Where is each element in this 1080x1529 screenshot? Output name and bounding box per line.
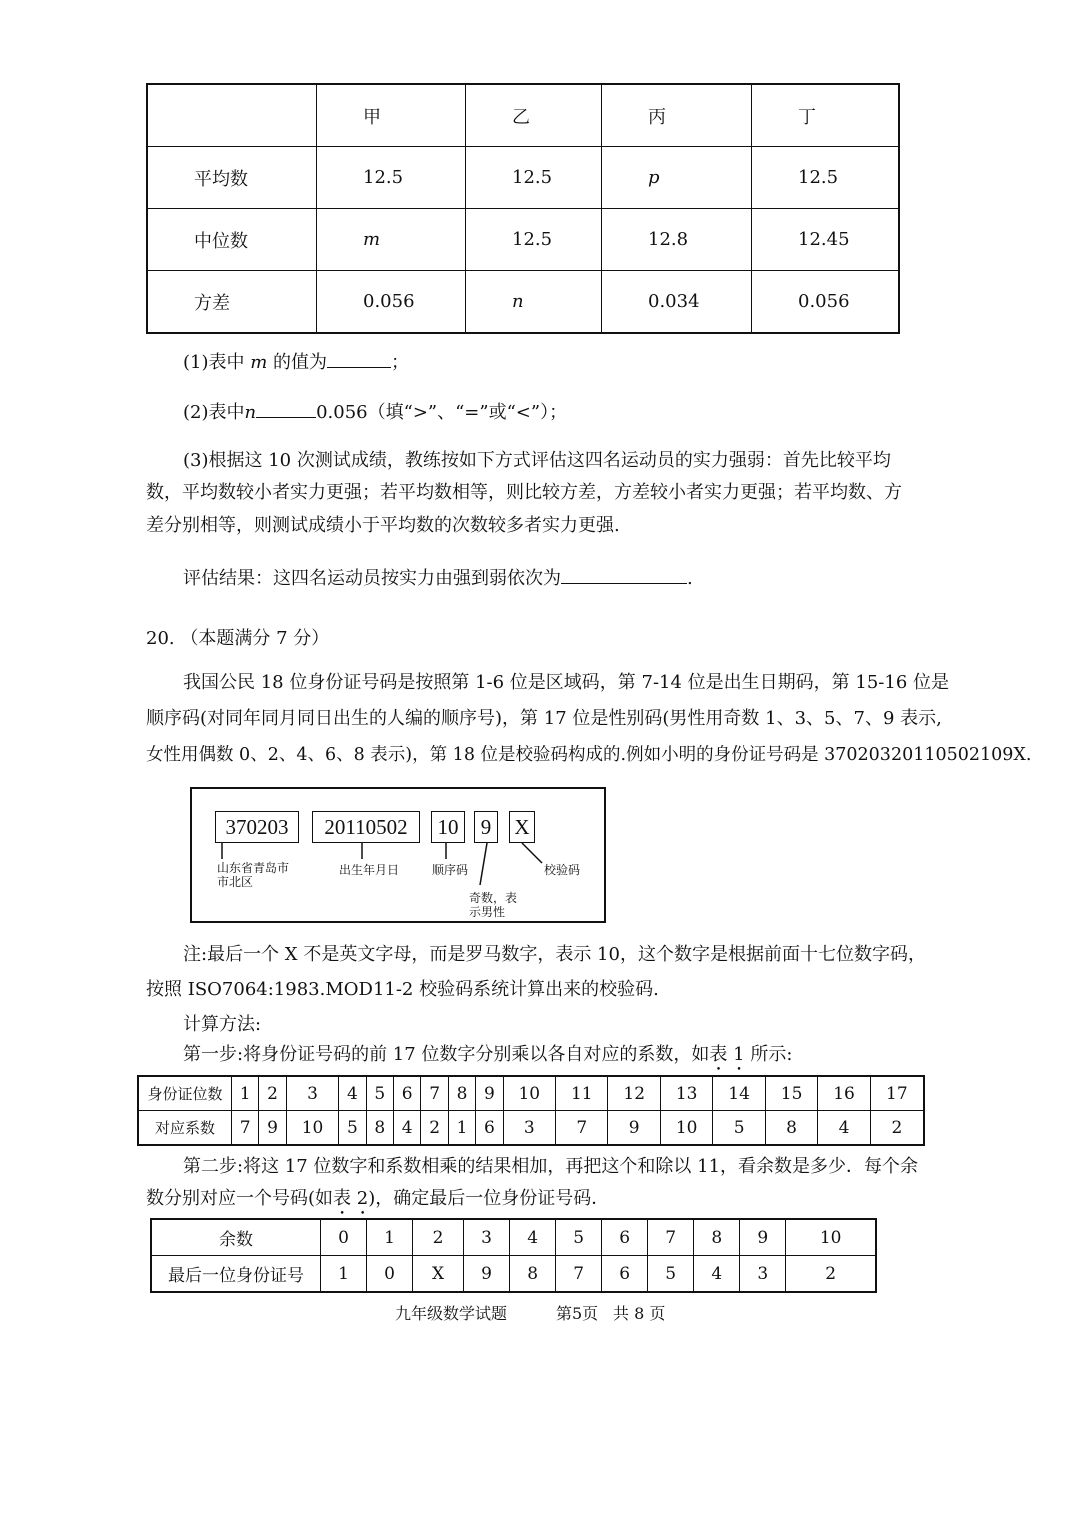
remainder-row	[151, 1219, 876, 1256]
q20-step1	[183, 1044, 792, 1075]
stats-row-median	[147, 209, 899, 271]
q20-step2-end: )，确定最后一位身份证号码．	[368, 1188, 610, 1209]
remainder-value: 0	[321, 1219, 367, 1256]
stats-cell: 12.8	[602, 209, 752, 271]
stats-header-bing: 丙	[602, 84, 752, 147]
coef-value: 7	[556, 1111, 608, 1146]
coef-position: 14	[713, 1076, 765, 1111]
stats-cell: 12.45	[752, 209, 900, 271]
coef-value: 6	[476, 1111, 503, 1146]
remainder-value: 7	[648, 1219, 694, 1256]
last-digit-value: 2	[786, 1256, 876, 1293]
last-digit-value: 8	[510, 1256, 556, 1293]
q19-part2	[183, 399, 567, 424]
q20-step1-table-ref: 表 1	[709, 1044, 745, 1065]
q19-part1	[183, 349, 409, 374]
diagram-label-gender-1: 奇数，表	[469, 891, 518, 905]
stats-cell: 0.056	[752, 271, 900, 334]
q20-note-line1: 注:最后一个 X 不是英文字母，而是罗马数字，表示 10，这个数字是根据前面十七位数字码，	[183, 944, 926, 965]
q20-step2-text: 数分别对应一个号码(如	[146, 1188, 334, 1209]
footer-page: 第5页	[556, 1304, 599, 1323]
coef-row-positions	[138, 1076, 924, 1111]
stats-row-mean	[147, 147, 899, 209]
q19-result-end: .	[687, 568, 693, 589]
coef-value: 4	[818, 1111, 870, 1146]
stats-header-yi: 乙	[466, 84, 602, 147]
last-digit-value: 4	[694, 1256, 740, 1293]
stats-header-jia: 甲	[317, 84, 466, 147]
stats-cell: 12.5	[317, 147, 466, 209]
last-digit-value: X	[413, 1256, 464, 1293]
remainder-table	[150, 1218, 877, 1293]
last-digit-value: 9	[464, 1256, 510, 1293]
q19-part1-text: 的值为	[273, 352, 328, 373]
coef-value: 10	[660, 1111, 712, 1146]
coef-position: 12	[608, 1076, 660, 1111]
coef-value: 4	[394, 1111, 421, 1146]
last-digit-value: 1	[321, 1256, 367, 1293]
stats-cell: n	[466, 271, 602, 334]
last-digit-row	[151, 1256, 876, 1293]
remainder-value: 4	[510, 1219, 556, 1256]
coef-value: 2	[421, 1111, 448, 1146]
q20-step2-line1: 第二步:将这 17 位数字和系数相乘的结果相加，再把这个和除以 11，看余数是多少．每个余	[183, 1156, 919, 1177]
remainder-value: 9	[740, 1219, 786, 1256]
id-box-region: 370203	[215, 811, 299, 843]
stats-cell: p	[602, 147, 752, 209]
diagram-label-region-2: 市北区	[217, 875, 254, 889]
coef-position: 7	[421, 1076, 448, 1111]
remainder-value: 8	[694, 1219, 740, 1256]
stats-header-ding: 丁	[752, 84, 900, 147]
last-digit-row-label: 最后一位身份证号	[151, 1256, 321, 1293]
answer-blank-m[interactable]	[327, 349, 391, 368]
remainder-row-label: 余数	[151, 1219, 321, 1256]
q19-part1-prefix: (1)表中	[183, 352, 245, 373]
answer-blank-ranking[interactable]	[561, 565, 687, 584]
remainder-value: 1	[367, 1219, 413, 1256]
q20-step2-line2	[146, 1188, 609, 1219]
last-digit-value: 6	[602, 1256, 648, 1293]
coef-position: 6	[394, 1076, 421, 1111]
coef-position: 5	[366, 1076, 393, 1111]
coef-row-label: 身份证位数	[138, 1076, 232, 1111]
diagram-label-gender-2: 示男性	[469, 905, 506, 919]
coef-row-coefficients	[138, 1111, 924, 1146]
q19-part2-var: n	[244, 402, 257, 423]
q19-part1-end: ；	[391, 352, 410, 373]
diagram-label-region-1: 山东省青岛市	[217, 861, 290, 875]
remainder-value: 10	[786, 1219, 876, 1256]
q20-para-line2: 顺序码(对同年同月同日出生的人编的顺序号)，第 17 位是性别码(男性用奇数 1、3、5、7、9 表示,	[146, 708, 942, 729]
answer-blank-n[interactable]	[256, 399, 316, 418]
id-box-check: X	[509, 811, 535, 843]
coef-position: 4	[339, 1076, 366, 1111]
q20-para-line1: 我国公民 18 位身份证号码是按照第 1-6 位是区域码，第 7-14 位是出生日期码，第 15-16 位是	[183, 672, 949, 693]
coef-position: 10	[503, 1076, 555, 1111]
coef-value: 5	[713, 1111, 765, 1146]
remainder-value: 3	[464, 1219, 510, 1256]
coef-position: 1	[232, 1076, 259, 1111]
remainder-value: 2	[413, 1219, 464, 1256]
last-digit-value: 7	[556, 1256, 602, 1293]
remainder-value: 6	[602, 1219, 648, 1256]
coef-position: 8	[448, 1076, 475, 1111]
coef-position: 15	[765, 1076, 817, 1111]
stats-row-label: 中位数	[147, 209, 317, 271]
q20-note-line2: 按照 ISO7064:1983.MOD11-2 校验码系统计算出来的校验码.	[146, 979, 659, 1000]
coef-value: 7	[232, 1111, 259, 1146]
q19-part3-line1: (3)根据这 10 次测试成绩，教练按如下方式评估这四名运动员的实力强弱：首先比较平均	[183, 450, 891, 471]
q20-title: 20. （本题满分 7 分）	[146, 628, 330, 649]
coef-position: 11	[556, 1076, 608, 1111]
stats-cell: m	[317, 209, 466, 271]
q20-step1-end: 所示:	[744, 1044, 793, 1065]
last-digit-value: 5	[648, 1256, 694, 1293]
stats-row-variance	[147, 271, 899, 334]
q20-para-line3: 女性用偶数 0、2、4、6、8 表示)，第 18 位是校验码构成的.例如小明的身份证号码是 37020320110502109X.	[146, 745, 1032, 765]
stats-row-label: 方差	[147, 271, 317, 334]
q19-part1-var: m	[250, 352, 268, 373]
coef-value: 10	[286, 1111, 338, 1146]
coef-value: 5	[339, 1111, 366, 1146]
coef-position: 3	[286, 1076, 338, 1111]
coef-position: 13	[660, 1076, 712, 1111]
coef-value: 9	[608, 1111, 660, 1146]
stats-cell: 12.5	[466, 209, 602, 271]
coef-position: 9	[476, 1076, 503, 1111]
q19-result	[183, 565, 693, 590]
q19-part2-prefix: (2)表中	[183, 402, 245, 423]
coef-value: 8	[366, 1111, 393, 1146]
id-number-diagram	[190, 787, 606, 923]
id-box-gender: 9	[474, 811, 498, 843]
coef-value: 9	[259, 1111, 286, 1146]
stats-cell: 0.034	[602, 271, 752, 334]
footer-subject: 九年级数学试题	[395, 1304, 508, 1323]
coef-position: 17	[870, 1076, 924, 1111]
stats-header-row	[147, 84, 899, 147]
coef-position: 16	[818, 1076, 870, 1111]
last-digit-value: 0	[367, 1256, 413, 1293]
q20-step1-text: 第一步:将身份证号码的前 17 位数字分别乘以各自对应的系数，如	[183, 1044, 710, 1065]
stats-table	[146, 83, 900, 334]
q19-part3-line2: 数，平均数较小者实力更强；若平均数相等，则比较方差，方差较小者实力更强；若平均数、方	[146, 482, 902, 503]
id-box-order: 10	[431, 811, 465, 843]
coef-value: 1	[448, 1111, 475, 1146]
diagram-label-order: 顺序码	[432, 863, 469, 877]
last-digit-value: 3	[740, 1256, 786, 1293]
stats-cell: 0.056	[317, 271, 466, 334]
coef-position: 2	[259, 1076, 286, 1111]
stats-row-label: 平均数	[147, 147, 317, 209]
stats-header-empty	[147, 84, 317, 147]
q20-method: 计算方法:	[183, 1014, 262, 1035]
footer-total: 共 8 页	[613, 1304, 666, 1323]
q19-result-prefix: 评估结果：这四名运动员按实力由强到弱依次为	[183, 568, 561, 589]
coef-value: 8	[765, 1111, 817, 1146]
stats-cell: 12.5	[466, 147, 602, 209]
diagram-label-check: 校验码	[544, 863, 581, 877]
coef-row-label: 对应系数	[138, 1111, 232, 1146]
stats-cell: 12.5	[752, 147, 900, 209]
coefficient-table	[137, 1075, 925, 1146]
q19-part3-line3: 差分别相等，则测试成绩小于平均数的次数较多者实力更强.	[146, 515, 620, 536]
diagram-label-birth: 出生年月日	[339, 863, 400, 877]
coef-value: 2	[870, 1111, 924, 1146]
remainder-value: 5	[556, 1219, 602, 1256]
id-box-birth: 20110502	[312, 811, 420, 843]
q20-step2-table-ref: 表 2	[333, 1188, 369, 1209]
coef-value: 3	[503, 1111, 555, 1146]
q19-part2-text: 0.056（填“>”、“=”或“<”）；	[316, 402, 568, 423]
diagram-connectors	[192, 789, 604, 921]
